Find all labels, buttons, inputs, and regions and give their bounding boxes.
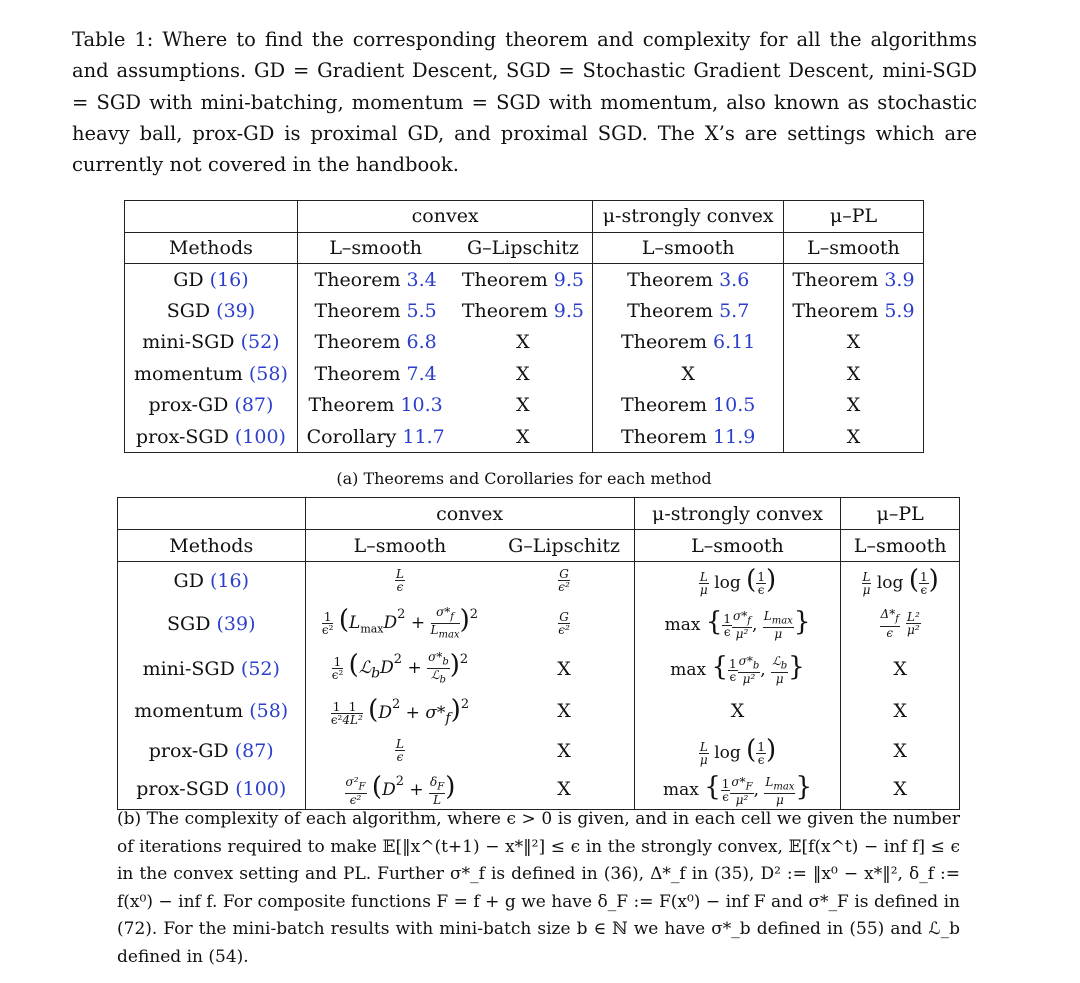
col-header-l-smooth: L–smooth (305, 530, 494, 562)
col-header-l-smooth: L–smooth (297, 232, 453, 264)
complexity-table (117, 497, 960, 810)
result-cell: Theorem 9.5 (453, 264, 593, 296)
reference-link[interactable]: 7.4 (406, 362, 437, 385)
formula-cell: $\frac{L}{\mu}$ log ( $\frac{1}{\epsilon}$ ) (634, 562, 841, 600)
formula-cell: $\frac{L}{\mu}$ log ( $\frac{1}{\epsilon}$ ) (841, 562, 960, 600)
result-cell: X (783, 358, 923, 390)
table-row (125, 264, 924, 296)
method-cell: mini-SGD (52) (118, 648, 306, 690)
reference-link[interactable]: 9.5 (553, 299, 585, 322)
result-cell: Theorem 10.3 (297, 390, 453, 422)
result-cell: X (593, 358, 784, 390)
group-header-strongly-convex: μ-strongly convex (634, 498, 841, 530)
reference-link[interactable]: 5.5 (406, 299, 437, 322)
reference-link[interactable]: 10.5 (713, 394, 756, 417)
method-cell: momentum (58) (125, 358, 298, 390)
reference-link[interactable]: 3.6 (719, 268, 750, 291)
reference-link[interactable]: (16) (209, 268, 249, 291)
formula-cell: max { $\frac{1}{\epsilon}$ $\frac{\sigma*_f}{\text{μ²}}$ , $\frac{L_{max}}{\mu}$ } (634, 600, 841, 648)
result-cell: Theorem 9.5 (453, 295, 593, 327)
method-cell: GD (16) (118, 562, 306, 600)
result-cell: X (783, 327, 923, 359)
formula-cell: $\frac{G}{\text{ϵ²}}$ (494, 600, 634, 648)
table-row (125, 421, 924, 453)
x-mark: X (841, 732, 960, 770)
formula-cell: $\frac{1}{\text{ϵ²}}$ ($L_{max}D^2$ + $\frac{\sigma*_f}{L_{max}}$ )$^2$ (305, 600, 494, 648)
table-row (118, 690, 960, 732)
table-caption (72, 24, 977, 180)
reference-link[interactable]: (58) (248, 362, 288, 385)
x-mark: X (494, 690, 634, 732)
result-cell: Theorem 5.5 (297, 295, 453, 327)
result-cell: Theorem 6.11 (593, 327, 784, 359)
subcaption-b: (b) The complexity of each algorithm, where ϵ > 0 is given, and in each cell we given the number of iterations required to make 𝔼[‖x^(t+1) − x*‖²] ≤ ϵ in the strongly convex, 𝔼[f(x^t) − inf f] ≤ ϵ in the convex setting and PL. Further σ*_f is defined in (36), Δ*_f in (35), D² := ‖x⁰ − x*‖², δ_f := f(x⁰) − inf f. For composite functions F = f + g we have δ_F := F(x⁰) − inf F and σ*_F is defined in (72). For the mini-batch results with mini-batch size b ∈ ℕ we have σ*_b defined in (55) and ℒ_b defined in (54). (117, 809, 960, 967)
table-row (118, 562, 960, 600)
result-cell: X (453, 358, 593, 390)
result-cell: Theorem 10.5 (593, 390, 784, 422)
caption-text: Where to find the corresponding theorem and complexity for all the algorithms and assumptions. GD = Gradient Descent, SGD = Stochastic Gradient Descent, mini-SGD = SGD with mini-batching, momentum = SGD with momentum, also known as stochastic heavy ball, prox-GD is proximal GD, and proximal SGD. The X’s are settings which are currently not covered in the handbook. (72, 28, 977, 177)
reference-link[interactable]: 3.4 (406, 268, 437, 291)
table-row (125, 327, 924, 359)
table-row (118, 732, 960, 770)
x-mark: X (841, 770, 960, 810)
subcaption-a: (a) Theorems and Corollaries for each method (336, 469, 712, 488)
method-cell: prox-SGD (100) (118, 770, 306, 810)
result-cell: X (453, 327, 593, 359)
method-cell: momentum (58) (118, 690, 306, 732)
x-mark: X (494, 732, 634, 770)
reference-link[interactable]: 5.7 (719, 299, 750, 322)
reference-link[interactable]: 3.9 (884, 268, 915, 291)
group-header-pl: μ–PL (841, 498, 960, 530)
reference-link[interactable]: (52) (240, 331, 280, 354)
method-cell: mini-SGD (52) (125, 327, 298, 359)
method-cell: prox-SGD (100) (125, 421, 298, 453)
group-header-convex: convex (305, 498, 634, 530)
col-header-g-lipschitz: G–Lipschitz (494, 530, 634, 562)
caption-label: Table 1: (72, 28, 154, 51)
reference-link[interactable]: 10.3 (400, 394, 443, 417)
method-cell: prox-GD (87) (118, 732, 306, 770)
group-header-strongly-convex: μ-strongly convex (593, 201, 784, 233)
result-cell: Theorem 7.4 (297, 358, 453, 390)
reference-link[interactable]: 11.9 (713, 425, 756, 448)
table-row (118, 648, 960, 690)
method-cell: SGD (39) (125, 295, 298, 327)
group-header-pl: μ–PL (783, 201, 923, 233)
formula-cell: $\frac{\Delta*_f}{\epsilon}$ $\frac{\text{L²}}{\text{μ²}}$ (841, 600, 960, 648)
result-cell: Theorem 3.9 (783, 264, 923, 296)
col-header-l-smooth: L–smooth (783, 232, 923, 264)
reference-link[interactable]: 6.11 (713, 331, 756, 354)
table-row (118, 770, 960, 810)
x-mark: X (494, 648, 634, 690)
result-cell: X (783, 421, 923, 453)
result-cell: Theorem 3.6 (593, 264, 784, 296)
result-cell: X (453, 390, 593, 422)
theorems-table (124, 200, 924, 453)
table-row (125, 295, 924, 327)
col-header-g-lipschitz: G–Lipschitz (453, 232, 593, 264)
formula-cell: $\frac{1}{\text{ϵ²}}$ $\frac{1}{\text{4L²}}$ $(D^2 + \sigma*_f)^2$ (305, 690, 494, 732)
x-mark: X (841, 690, 960, 732)
table-row (125, 358, 924, 390)
table-row (125, 390, 924, 422)
x-mark: X (841, 648, 960, 690)
formula-cell: $\frac{L}{\epsilon}$ (305, 732, 494, 770)
formula-cell: max { $\frac{1}{\epsilon}$ $\frac{\sigma*_F}{\text{μ²}}$ , $\frac{L_{max}}{\mu}$ } (634, 770, 841, 810)
result-cell: Theorem 3.4 (297, 264, 453, 296)
x-mark: X (494, 770, 634, 810)
formula-cell: $\frac{L}{\mu}$ log ( $\frac{1}{\epsilon}$ ) (634, 732, 841, 770)
formula-cell: $\frac{G}{\text{ϵ²}}$ (494, 562, 634, 600)
result-cell: Theorem 5.7 (593, 295, 784, 327)
col-header-l-smooth: L–smooth (593, 232, 784, 264)
method-cell: prox-GD (87) (125, 390, 298, 422)
formula-cell: max { $\frac{1}{\epsilon}$ $\frac{\sigma*_b}{\text{μ²}}$ , $\frac{ℒ_b}{\mu}$ } (634, 648, 841, 690)
method-cell: GD (16) (125, 264, 298, 296)
reference-link[interactable]: (39) (216, 299, 256, 322)
method-cell: SGD (39) (118, 600, 306, 648)
reference-link[interactable]: 5.9 (884, 299, 915, 322)
result-cell: X (783, 390, 923, 422)
formula-cell: $\frac{\sigma^2_F}{\text{ϵ²}}$ ($D^2$ + $\frac{\delta_F}{L}$ ) (305, 770, 494, 810)
result-cell: Theorem 5.9 (783, 295, 923, 327)
col-header-methods: Methods (118, 530, 306, 562)
col-header-l-smooth: L–smooth (841, 530, 960, 562)
reference-link[interactable]: 9.5 (553, 268, 585, 291)
formula-cell: $\frac{1}{\text{ϵ²}}$ ($ℒ_bD^2$ + $\frac{\sigma*_b}{ℒ_b}$ )$^2$ (305, 648, 494, 690)
reference-link[interactable]: 6.8 (406, 331, 437, 354)
group-header-convex: convex (297, 201, 593, 233)
x-mark: X (634, 690, 841, 732)
reference-link[interactable]: (100) (234, 425, 286, 448)
col-header-methods: Methods (125, 232, 298, 264)
result-cell: Theorem 6.8 (297, 327, 453, 359)
result-cell: Theorem 11.9 (593, 421, 784, 453)
reference-link[interactable]: (87) (234, 394, 274, 417)
result-cell: Corollary 11.7 (297, 421, 453, 453)
table-row (118, 600, 960, 648)
result-cell: X (453, 421, 593, 453)
reference-link[interactable]: 11.7 (402, 425, 445, 448)
col-header-l-smooth: L–smooth (634, 530, 841, 562)
formula-cell: $\frac{L}{\epsilon}$ (305, 562, 494, 600)
